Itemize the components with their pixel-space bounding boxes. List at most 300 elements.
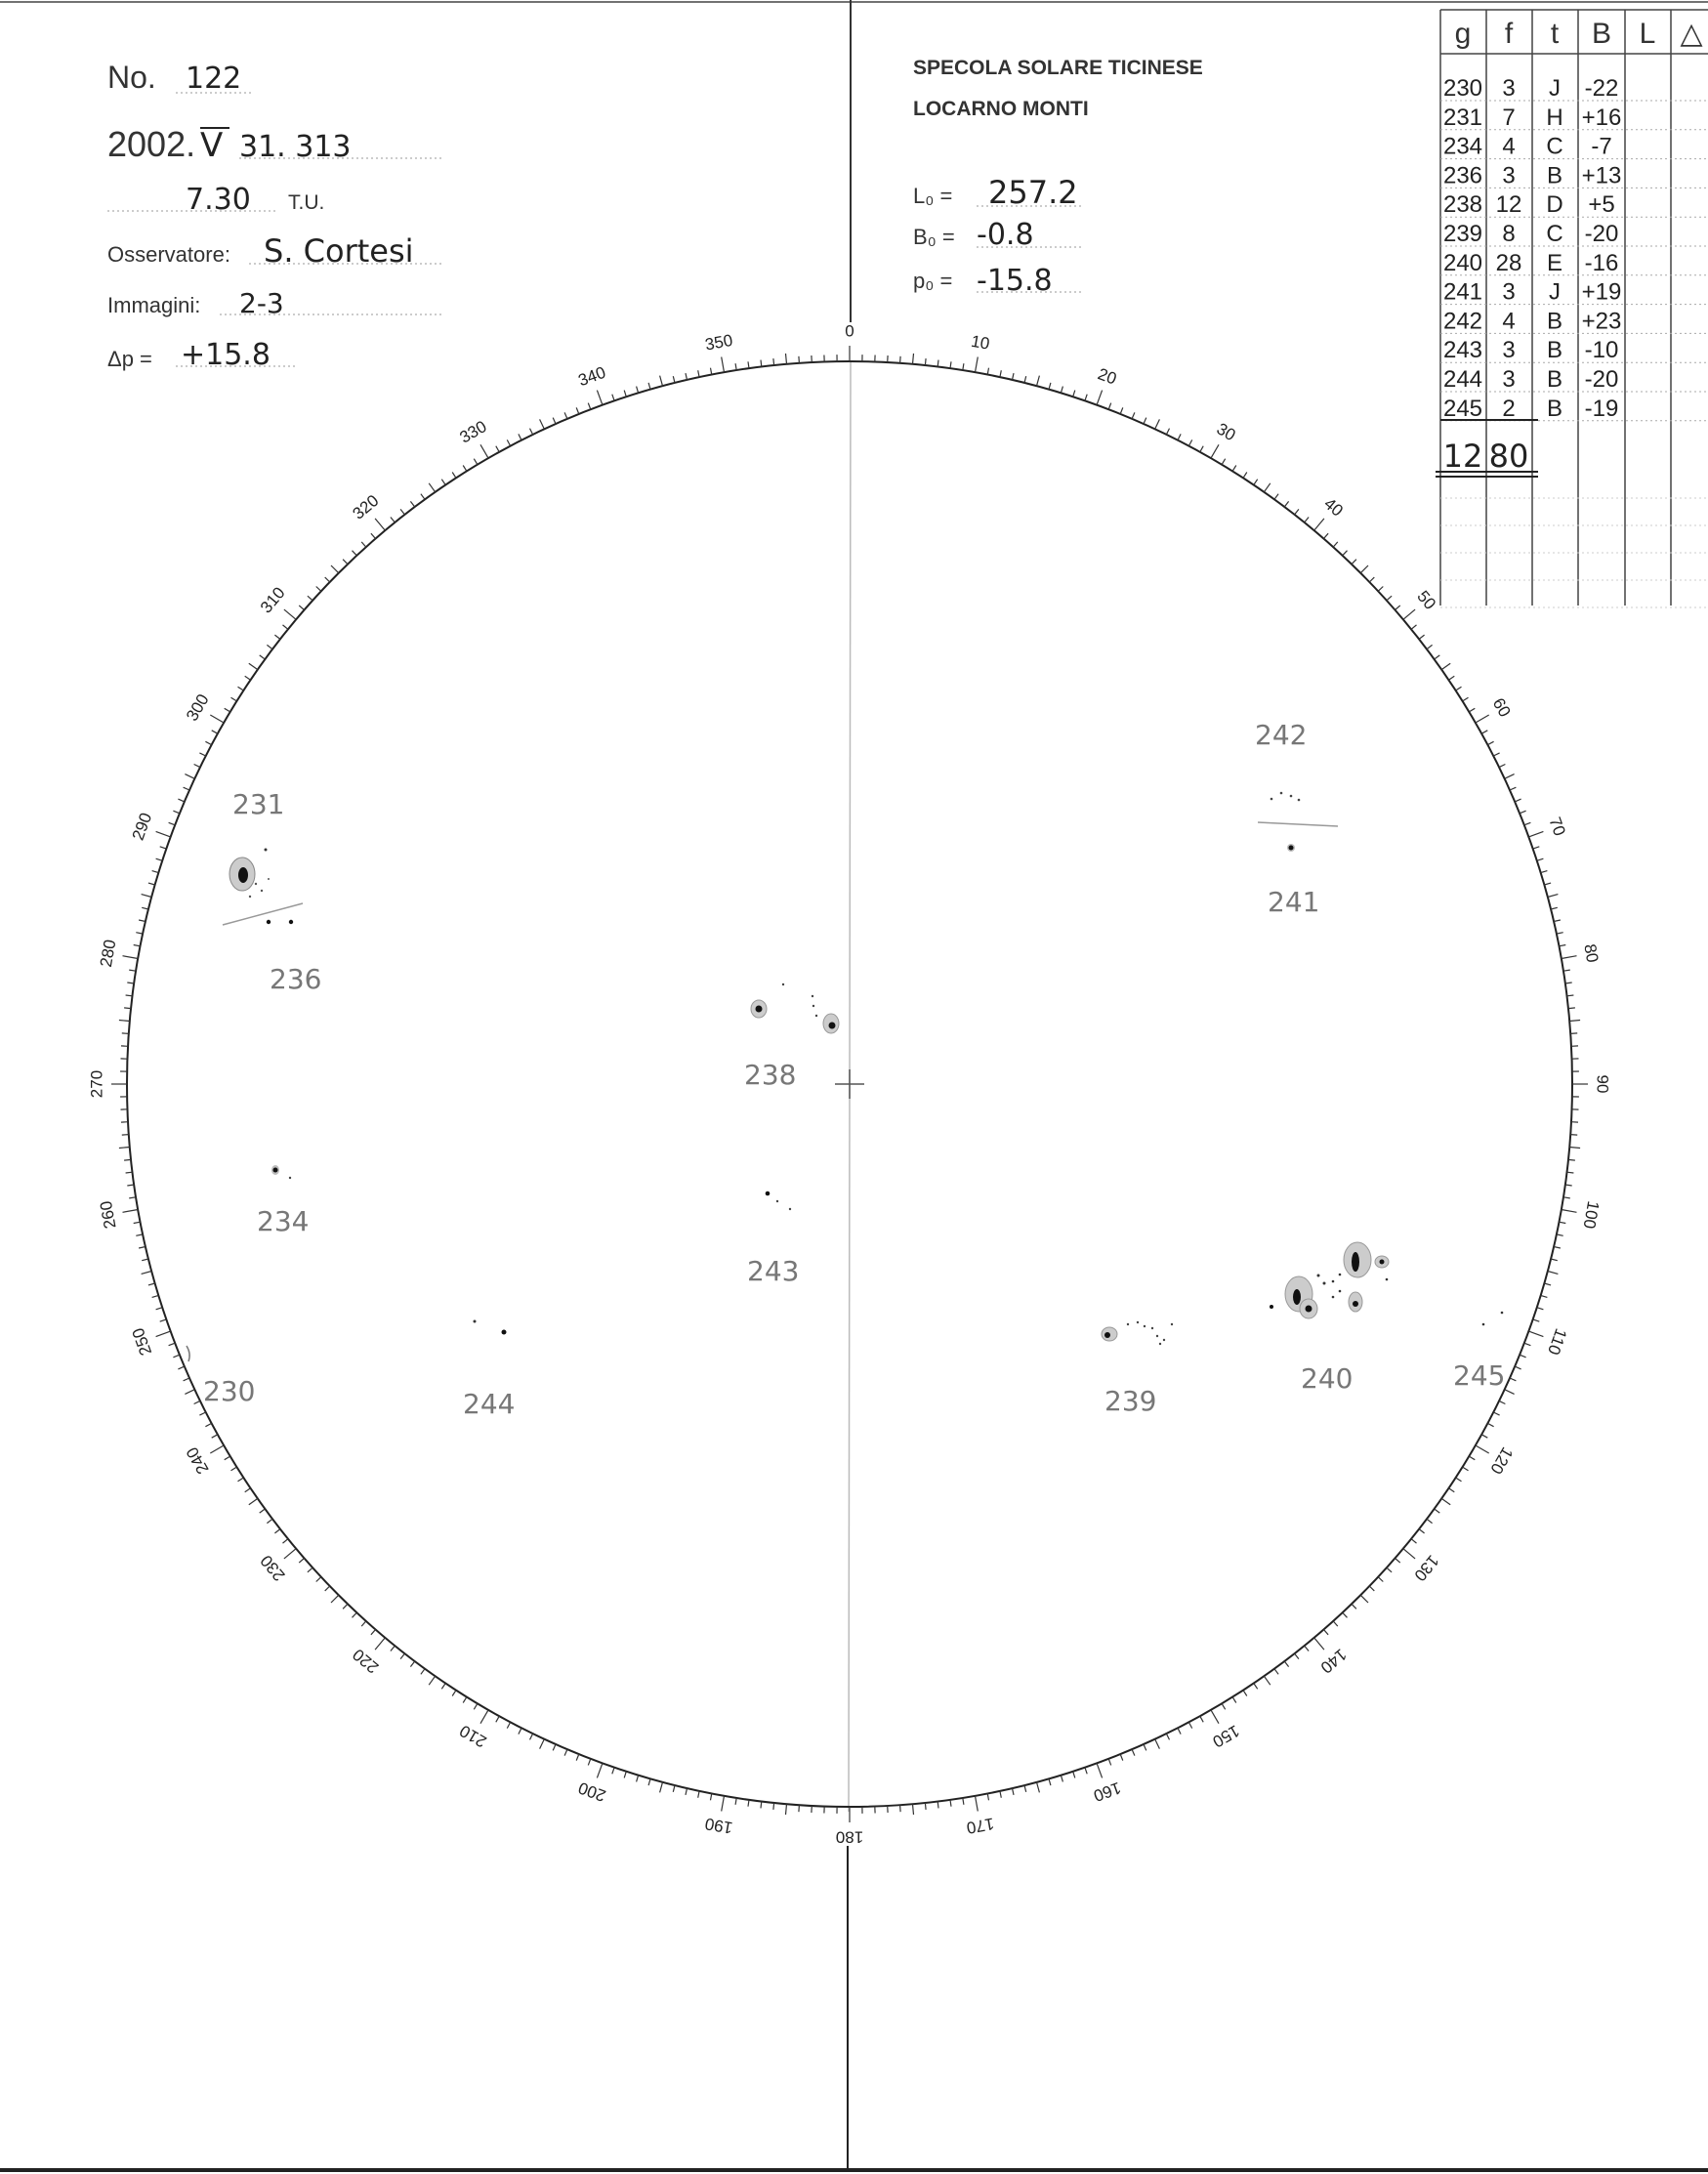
dial-tick [375,1638,385,1650]
dial-tick [231,1467,237,1471]
sunspot-group-236 [267,920,293,924]
table-cell: 236 [1442,162,1483,189]
dial-tick [496,446,499,452]
dial-tick [267,645,272,648]
dial-tick [698,1791,699,1798]
table-cell: E [1546,249,1563,276]
observer-value: S. Cortesi [264,232,414,270]
dial-tick [1360,565,1368,573]
sunspot-group-245 [1482,1312,1504,1326]
dial-tick [1570,1033,1577,1034]
dial-tick [391,1646,395,1651]
dial-tick [1533,847,1540,849]
dial-tick [148,1283,155,1285]
dial-tick [1533,1319,1540,1321]
dial-tick [976,1796,979,1812]
dp-value: +15.8 [181,338,271,372]
dial-tick [530,429,533,435]
dial-tick [1524,822,1531,825]
dial-tick [1562,956,1577,959]
L0-value: 257.2 [988,174,1078,211]
dial-tick [1000,1791,1001,1798]
dial-tick [308,596,312,601]
dial-tick [576,1754,579,1761]
dial-tick [553,418,556,424]
dial-tick [205,1423,211,1426]
dial-tick [1274,494,1278,500]
table-cell: B [1546,366,1563,393]
dial-tick [274,635,280,639]
dial-label-350: 350 [703,330,734,355]
dial-tick [637,1776,639,1782]
dial-tick [410,1661,414,1667]
dial-tick [1073,1772,1075,1778]
dial-tick [1563,1197,1570,1198]
dial-tick [1254,1684,1258,1690]
dial-tick [1557,933,1563,934]
dial-tick [1565,1185,1572,1186]
dial-tick [950,361,951,368]
table-cell: -19 [1584,395,1619,422]
dial-tick [231,697,237,701]
observatory-line1: SPECOLA SOLARE TICINESE [913,57,1203,79]
dial-tick [1155,1739,1160,1749]
dial-tick [480,1710,488,1724]
table-cell: -20 [1584,221,1619,247]
dial-tick [564,1749,567,1755]
dial-tick [375,519,385,530]
table-cell: 245 [1442,395,1483,422]
dial-tick [588,1759,591,1766]
group-label-242: 242 [1255,719,1308,751]
table-cell: 242 [1442,308,1483,335]
dial-tick [1510,1378,1516,1381]
dial-tick [1396,1559,1400,1564]
dial-tick [129,970,136,971]
dial-tick [421,494,425,500]
dial-tick [134,945,141,946]
dial-tick [925,1803,926,1810]
dial-tick [1073,391,1075,397]
table-cell: 12 [1495,191,1522,219]
dial-label-210: 210 [456,1721,490,1752]
dial-tick [283,625,288,629]
dial-tick [142,1259,148,1261]
group-label-236: 236 [270,963,322,995]
time-unit: T.U. [288,191,325,214]
p0-label: p₀ = [913,269,953,293]
dial-tick [126,1172,133,1173]
dial-tick [452,473,456,479]
dial-label-230: 230 [256,1551,289,1585]
dial-tick [245,1488,251,1492]
dial-tick [1403,1549,1415,1559]
dial-tick [1481,731,1487,733]
dial-tick [1049,383,1051,390]
sunspot-group-231 [229,849,270,899]
B0-value: -0.8 [977,218,1034,252]
sunspot-group-239 [1102,1321,1173,1345]
observer-label: Osservatore: [107,242,230,267]
dial-tick [519,434,521,439]
dial-tick [1132,412,1135,418]
table-cell: 3 [1502,337,1516,364]
dial-tick [178,799,184,802]
dial-tick [1037,376,1040,387]
dial-tick [963,363,964,370]
dial-tick [1222,459,1226,465]
dial-tick [173,1355,180,1358]
dial-tick [325,1586,330,1591]
dial-label-130: 130 [1410,1551,1443,1585]
dial-tick [152,871,159,873]
dial-tick [1274,1669,1278,1675]
dial-tick [624,391,626,397]
dial-label-340: 340 [575,362,608,391]
dial-tick [1469,708,1475,712]
dial-tick [1333,1621,1338,1626]
p0-value: -15.8 [977,264,1053,298]
dial-tick [299,606,304,610]
dial-tick [1510,787,1516,790]
sunspot-group-240 [1270,1242,1389,1318]
table-cell: +16 [1581,104,1622,131]
dial-tick [139,920,146,922]
sunspot-group-243 [766,1192,792,1211]
dial-tick [1295,509,1299,515]
dial-label-280: 280 [96,938,120,969]
table-cell: 4 [1502,133,1516,160]
table-header-f: f [1504,18,1514,50]
dial-label-270: 270 [87,1069,106,1099]
dial-label-60: 60 [1488,694,1515,721]
dial-tick [976,357,979,373]
dial-tick [1343,1612,1348,1617]
dial-tick [1403,609,1415,619]
L0-label: L₀ = [913,184,953,208]
dial-tick [773,358,774,365]
dial-label-10: 10 [969,331,991,354]
dial-tick [205,741,211,744]
dial-tick [1243,1691,1247,1696]
dial-tick [249,1498,258,1504]
dial-tick [1456,687,1462,690]
dial-tick [474,1703,478,1709]
dial-tick [267,1519,272,1523]
dial-tick [1537,858,1544,860]
table-cell: 3 [1502,75,1516,102]
dial-tick [1369,1586,1374,1591]
dial-tick [1544,1283,1551,1285]
dial-tick [1085,1768,1087,1775]
dial-label-0: 0 [845,321,854,341]
dial-tick [1559,1222,1565,1223]
dial-label-100: 100 [1579,1199,1604,1231]
table-empty-rows [1440,498,1708,607]
dial-tick [1441,663,1450,669]
dial-tick [686,373,687,380]
dial-tick [212,731,218,733]
images-value: 2-3 [239,287,284,319]
dial-tick [963,1798,964,1805]
dial-tick [123,1210,139,1213]
dial-tick [185,774,194,779]
dial-tick [136,1234,143,1235]
dial-tick [711,368,712,375]
dial-tick [1515,799,1521,802]
group-label-230: 230 [203,1375,256,1407]
dial-tick [210,715,224,723]
group-label-240: 240 [1301,1362,1354,1395]
dial-tick [331,1595,339,1603]
dial-tick [553,1744,556,1750]
dial-tick [1548,895,1559,898]
dial-tick [1481,1435,1487,1438]
dial-tick [1333,542,1338,547]
dial-tick [1378,587,1383,592]
table-cell: -16 [1584,249,1619,276]
date-month: V [200,126,224,165]
dial-tick [1520,1355,1526,1358]
dial-tick [507,1722,510,1728]
table-cell: 240 [1442,249,1483,276]
dial-tick [735,1798,736,1805]
dial-tick [597,1763,603,1777]
dial-tick [260,655,266,659]
dp-label: Δp = [107,347,152,371]
sunspot-group-230 [187,1346,189,1361]
dial-tick [142,1272,152,1275]
dial-label-110: 110 [1543,1325,1571,1358]
dial-tick [283,1539,288,1543]
dial-tick [1108,403,1111,410]
time-value: 7.30 [186,183,251,217]
dial-tick [950,1800,951,1807]
dial-label-70: 70 [1545,815,1569,839]
dial-tick [429,483,435,492]
dial-tick [119,1148,130,1149]
dial-label-290: 290 [128,810,156,843]
dial-tick [142,895,152,898]
dial-tick [1554,1247,1561,1249]
dial-tick [698,370,699,377]
dial-label-330: 330 [456,416,490,447]
dial-tick [1108,1759,1111,1766]
dial-tick [1476,1445,1489,1453]
dial-tick [136,933,143,934]
dial-tick [1476,715,1489,723]
dial-tick [1188,439,1191,445]
no-value: 122 [186,62,242,96]
dial-tick [612,395,614,401]
dial-tick [722,1796,725,1812]
sunspot-groups [187,719,1505,1420]
table-cell: 234 [1442,133,1483,160]
dial-tick [748,361,749,368]
dial-tick [1567,1172,1574,1173]
table-header-g: g [1454,18,1472,50]
dial-tick [1243,473,1247,479]
dial-tick [1144,1744,1146,1750]
dial-tick [1487,741,1493,744]
dial-tick [540,419,545,429]
dial-tick [900,1805,901,1812]
table-cell: 239 [1442,221,1483,247]
dial-tick [1284,1661,1288,1667]
dial-tick [124,1008,131,1009]
table-header-B: B [1591,18,1612,50]
dial-tick [1541,1295,1548,1297]
table-cell: 28 [1495,249,1522,276]
dial-tick [156,1331,171,1337]
sunspot-group-242 [1271,792,1301,802]
dial-tick [199,753,205,756]
table-cell: 4 [1502,308,1516,335]
dial-tick [1324,1630,1329,1635]
table-cell: B [1546,162,1563,189]
table-cell: B [1546,337,1563,364]
dial-label-240: 240 [182,1443,213,1478]
table-cell: 238 [1442,191,1483,219]
dial-label-190: 190 [703,1814,734,1838]
dial-tick [1499,1401,1505,1403]
dial-tick [371,533,376,538]
dial-tick [1000,370,1001,377]
dial-label-80: 80 [1580,942,1603,965]
dial-tick [238,687,244,690]
dial-tick [421,1669,425,1675]
dial-tick [124,1159,131,1160]
table-cell: 231 [1442,104,1483,131]
dial-tick [786,354,787,364]
dial-tick [1469,1456,1475,1460]
dial-tick [1559,945,1565,946]
dial-tick [1493,1412,1499,1415]
dial-tick [735,363,736,370]
dial-tick [194,1401,200,1403]
dial-tick [299,1559,304,1564]
dial-tick [1200,1716,1203,1722]
dial-tick [1188,1722,1191,1728]
images-label: Immagini: [107,293,201,317]
table-cell: C [1546,133,1563,160]
dial-tick [507,439,510,445]
dial-tick [761,1802,762,1809]
dial-tick [210,1445,224,1453]
dial-tick [612,1768,614,1775]
sunspot-group-241 [1287,844,1295,852]
dial-label-180: 180 [835,1827,864,1847]
dial-tick [225,708,230,712]
dial-tick [160,1319,167,1321]
equator-mark-242 [1258,822,1338,826]
dial-tick [316,587,321,592]
date-year: 2002. [107,124,196,164]
dial-tick [1120,407,1123,414]
dial-tick [900,356,901,363]
dial-tick [799,1805,800,1812]
dial-tick [773,1803,774,1810]
observatory-line2: LOCARNO MONTI [913,98,1089,120]
dial-tick [316,1577,321,1582]
dial-tick [391,518,395,523]
dial-tick [1565,982,1572,983]
dial-tick [1411,625,1416,629]
dial-tick [308,1568,312,1572]
table-cell: -7 [1591,133,1612,160]
dial-tick [987,368,988,375]
dial-tick [1097,1763,1103,1777]
dial-label-220: 220 [349,1645,383,1678]
dial-label-320: 320 [349,490,383,523]
table-header-L: L [1639,18,1656,50]
dial-tick [1541,871,1548,873]
group-label-234: 234 [257,1205,310,1237]
dial-tick [686,1788,687,1795]
dial-tick [1463,697,1469,701]
dial-tick [400,509,404,515]
table-header-t: t [1550,18,1560,50]
dial-tick [1524,1343,1531,1346]
dial-tick [648,383,650,390]
dial-tick [1449,676,1455,680]
dial-tick [1305,518,1309,523]
dial-label-50: 50 [1413,587,1440,613]
table-cell: +5 [1588,191,1615,219]
dial-tick [1551,1259,1558,1261]
dial-tick [1387,596,1392,601]
dial-tick [1563,970,1570,971]
dial-tick [937,360,938,367]
dial-tick [284,609,296,619]
dial-tick [597,391,603,405]
dial-tick [463,466,467,472]
table-cell: D [1546,191,1563,219]
dial-tick [441,480,445,485]
dial-tick [260,1509,266,1513]
dial-tick [325,577,330,582]
dial-tick [1528,1331,1543,1337]
dial-tick [343,560,348,564]
dial-tick [648,1778,650,1785]
dial-tick [1387,1568,1392,1572]
sunspot-group-244 [474,1320,507,1335]
dial-label-40: 40 [1320,493,1347,521]
dial-tick [1427,1519,1433,1523]
dial-tick [169,1343,176,1346]
dial-tick [711,1793,712,1800]
dial-tick [1061,387,1062,394]
dial-tick [1520,811,1526,814]
dial-tick [660,376,663,387]
observatory-block [913,57,1203,298]
dial-tick [1254,480,1258,485]
dial-tick [1515,1366,1521,1369]
table-cell: +23 [1581,308,1622,335]
dial-tick [1324,533,1329,538]
dial-tick [1211,1710,1219,1724]
dial-tick [1178,434,1181,439]
dial-label-160: 160 [1091,1777,1124,1806]
dial-tick [1284,501,1288,507]
dial-tick [1569,1021,1580,1022]
dial-tick [331,565,339,573]
dial-tick [1505,1390,1515,1395]
dial-tick [799,356,800,363]
dial-tick [1427,645,1433,648]
table-cell: 243 [1442,337,1483,364]
dial-tick [1155,419,1160,429]
